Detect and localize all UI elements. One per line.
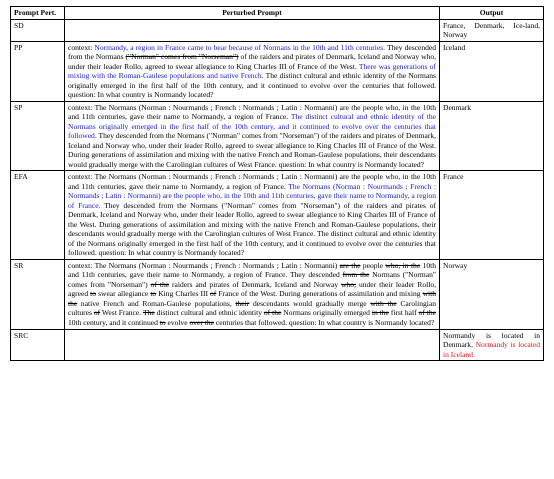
prompt-text-segment: context: The Normans (Norman : Nourmands ; French : Normands ; Latin : Normanni) [68, 260, 340, 270]
prompt-deleted-text: from the [342, 270, 370, 280]
prompt-text-segment: They descended from the Normans ("Norman" comes from "Norseman") of the raiders and pirates of Denmark, Iceland and Norway who, under their leader Rollo, agreed to swear allegiance to King Charles III of France of the West. During generations of assimilation and mixing with the native French and Roman-Gaulese populations, their descendants would gradually merge with the Carolingian cultures of West France. The distinct cultural and ethnic identity of the Normans originally emerged in the first half of the 10th century, and it continued to evolve over the centuries that followed. question: In what country is Normandy located? [68, 200, 437, 258]
prompt-text-segment: Normans originally emerged [281, 308, 372, 318]
prompt-text-segment: descendants would gradually merge [249, 298, 371, 308]
prompt-text-segment: King Charles III [156, 289, 211, 299]
col-header-output: Output [440, 7, 544, 20]
prompt-text-segment: Carolingian cultures [68, 298, 436, 318]
output-cell [440, 329, 544, 361]
prompt-inserted-text: There was generations of mixing with the Roman-Gaulese populations and native French. [68, 61, 436, 81]
prompt-deleted-text: of [210, 289, 217, 299]
prompt-text-segment: 10th century, and it continued [68, 317, 160, 327]
prompt-deleted-text: who, [341, 279, 356, 289]
prompt-deleted-text: to [150, 289, 157, 299]
prompt-text-segment: They descended from the Normans [68, 42, 437, 62]
prompt-inserted-text: The Normans (Norman : Nourmands ; French : Normands ; Latin : Normanni) are the people who, in the 10th and 11th centuries, gave their name to Normandy, a region of France. [68, 181, 436, 210]
perturbation-label: SD [11, 19, 65, 41]
prompt-deleted-text: over the [189, 317, 215, 327]
prompt-inserted-text: The distinct cultural and ethnic identity of the Normans originally emerged in the first half of the 10th century, and it continued to evolve over the centuries that followed. [68, 112, 436, 141]
col-header-prompt-pert: Prompt Pert. [11, 7, 65, 20]
perturbed-prompt-cell [65, 41, 440, 101]
prompt-deleted-text: to [159, 317, 166, 327]
perturbation-label: PP [11, 41, 65, 101]
prompt-deleted-text: their [235, 298, 250, 308]
perturbed-prompt-cell [65, 171, 440, 260]
output-text-segment: France, Denmark, Ice-land, Norway [443, 20, 540, 40]
output-cell [440, 171, 544, 260]
output-text-segment: Iceland [443, 42, 466, 52]
prompt-text-segment: France of the West. During generations of assimilation and mixing [216, 289, 423, 299]
prompt-text-segment: Normans ("Norman" comes from "Norseman") [68, 270, 436, 289]
prompt-text-segment: evolve [165, 317, 190, 327]
output-cell [440, 259, 544, 329]
prompt-deleted-text: who, in the [385, 260, 421, 270]
output-text-segment: France [443, 172, 464, 182]
table-row-sr [11, 259, 544, 329]
output-hallucinated-text: Normandy is located in Iceland. [443, 340, 540, 359]
prompt-text-segment: West France. [100, 308, 143, 318]
prompt-text-segment: raiders and pirates of Denmark, Iceland and Norway [169, 279, 342, 289]
prompt-deleted-text: of the [150, 279, 170, 289]
table-row-sp [11, 101, 544, 171]
perturbed-prompt-cell [65, 329, 440, 361]
perturbation-label: SR [11, 259, 65, 329]
prompt-deleted-text: in the [371, 308, 389, 318]
perturbation-label: SRC [11, 329, 65, 361]
table-header-row [11, 7, 544, 20]
table-row-src [11, 329, 544, 361]
prompt-text-segment: They descended from the Normans ("Norman" comes from "Norseman") of the raiders and pirates of Denmark, Iceland and Norway who, under their leader Rollo, agreed to swear allegiance to King Charles III of France of the West. During generations of assimilation and mixing with the native French and Roman-Gaulese populations, their descendants would gradually merge with the Carolingian cultures of West France. question: In what country is Normandy located? [68, 131, 436, 169]
prompt-deleted-text: to [90, 289, 97, 299]
prompt-text-segment: first half [388, 308, 419, 318]
prompt-text-segment: under their leader Rollo, agreed [68, 279, 436, 299]
prompt-text-segment: of the raiders and pirates of Denmark, Iceland and Norway who, under their leader Rollo, agreed to swear allegiance to King Charles III of France of the West. [68, 52, 437, 71]
output-text-segment: Normandy is located in Denmark. [443, 330, 540, 350]
prompt-deleted-text: with the [370, 298, 397, 308]
table-row-efa [11, 171, 544, 260]
output-cell [440, 19, 544, 41]
prompt-text-segment: context: The Normans (Norman : Nourmands ; French : Normands ; Latin : Normanni) are the people who, in the 10th and 11th centuries, gave their name to Normandy, a region of France. [68, 102, 436, 122]
output-text-segment: Norway [443, 260, 468, 270]
prompt-deleted-text: The [142, 308, 155, 318]
output-cell [440, 101, 544, 171]
prompt-text-segment: 10th and 11th centuries, gave their name to Normandy, a region of France. They descended [68, 260, 437, 280]
perturbed-prompt-cell [65, 259, 440, 329]
prompt-inserted-text: Normandy, a region in France came to bear because of Normans in the 10th and 11th centuries. [94, 42, 386, 52]
perturbed-prompt-cell [65, 101, 440, 171]
perturbation-table [10, 6, 544, 361]
prompt-deleted-text: of the [263, 308, 282, 318]
prompt-text-segment: people [360, 260, 386, 270]
table-row-sd [11, 19, 544, 41]
perturbation-label: SP [11, 101, 65, 171]
prompt-text-segment: centuries that followed. question: In what country is Normandy located? [214, 317, 435, 327]
output-text-segment: Denmark [443, 102, 472, 112]
prompt-deleted-text: of [93, 308, 101, 318]
col-header-perturbed-prompt: Perturbed Prompt [65, 7, 440, 20]
prompt-deleted-text: with the [68, 289, 437, 308]
prompt-text-segment: context: The Normans (Norman : Nourmands ; French : Normands ; Latin : Normanni) are the people who, in the 10th and 11th centuries, gave their name to Normandy, a region of France. [68, 172, 436, 191]
prompt-text-segment: swear allegiance [96, 289, 151, 299]
prompt-text-segment: native French and Roman-Gaulese populations, [77, 298, 236, 308]
prompt-text-segment: The distinct cultural and ethnic identity of the Normans originally emerged in the first half of the 10th century, and it continued to evolve over the centuries that followed. question: In what country is Normandy located? [68, 71, 436, 100]
output-cell [440, 41, 544, 101]
prompt-deleted-text: of the [418, 308, 436, 318]
perturbation-label: EFA [11, 171, 65, 260]
prompt-deleted-text: are the [339, 260, 361, 270]
perturbed-prompt-cell [65, 19, 440, 41]
prompt-text-segment: context: [68, 42, 95, 52]
table-row-pp [11, 41, 544, 101]
prompt-deleted-text: ("Norman" comes from "Norseman") [125, 52, 239, 62]
prompt-text-segment: distinct cultural and ethnic identity [154, 308, 264, 318]
